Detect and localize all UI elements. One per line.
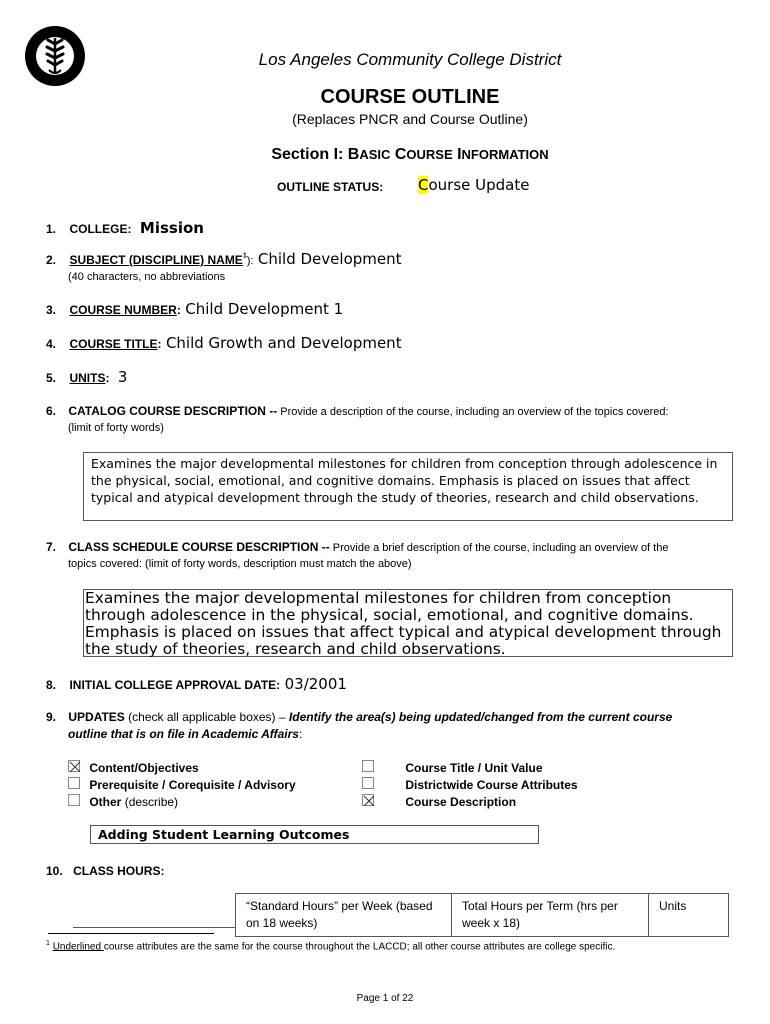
update-option: Course Title / Unit Value <box>362 760 578 777</box>
class-hours-table <box>235 893 729 937</box>
college-value[interactable]: Mission <box>139 219 204 237</box>
course-number-field: 3. COURSE NUMBER: Child Development 1 <box>46 300 344 318</box>
updates-field: 9. UPDATES (check all applicable boxes) – Identify the area(s) being updated/changed from the current course <box>46 710 673 724</box>
hours-table-rule <box>73 927 235 928</box>
units-field: 5. UNITS: 3 <box>46 368 128 386</box>
approval-date-field: 8. INITIAL COLLEGE APPROVAL DATE: 03/2001 <box>46 675 347 693</box>
subject-value[interactable]: Child Development <box>257 250 402 268</box>
college-field: 1. COLLEGE: Mission <box>46 219 204 237</box>
outline-status-label: OUTLINE STATUS: <box>277 180 384 194</box>
course-title-field: 4. COURSE TITLE: Child Growth and Development <box>46 334 402 352</box>
districtwide-attributes-checkbox[interactable] <box>362 777 374 789</box>
units-header: Units <box>649 894 729 937</box>
update-option: Other (describe) <box>68 794 296 811</box>
total-hours-header: Total Hours per Term (hrs per week x 18) <box>452 894 649 937</box>
prerequisite-checkbox[interactable] <box>68 777 80 789</box>
subject-note: (40 characters, no abbreviations <box>68 271 226 283</box>
district-name: Los Angeles Community College District <box>258 50 562 69</box>
page-subtitle: (Replaces PNCR and Course Outline) <box>292 111 528 127</box>
catalog-description-text[interactable]: Examines the major developmental milestones for children from conception through adolescence in the physical, social, emotional, and cognitive domains. Emphasis is placed on issues that affect typical and atypical development through the study of theories, research and child observations. <box>83 452 733 521</box>
update-option: Districtwide Course Attributes <box>362 777 578 794</box>
outline-status-value[interactable]: Course Update <box>418 176 530 194</box>
schedule-description-field: 7. CLASS SCHEDULE COURSE DESCRIPTION -- Provide a brief description of the course, including an overview of the <box>46 540 669 554</box>
update-option: Prerequisite / Corequisite / Advisory <box>68 777 296 794</box>
other-describe-input[interactable]: Adding Student Learning Outcomes <box>90 825 539 844</box>
schedule-description-text[interactable]: Examines the major developmental milestones for children from conception through adolescence in the physical, social, emotional, and cognitive domains. Emphasis is placed on issues that affect typical and atypical development through the study of theories, research and child observations. <box>83 589 733 657</box>
updates-right-group <box>362 760 578 811</box>
updates-note: outline that is on file in Academic Affairs: <box>68 727 303 741</box>
approval-date-value[interactable]: 03/2001 <box>284 675 347 693</box>
content-objectives-checkbox[interactable] <box>68 760 80 772</box>
schedule-note: topics covered: (limit of forty words, description must match the above) <box>68 558 412 570</box>
footnote: $^1$ Underlined course attributes are the same for the course throughout the LACCD; all other course attributes are college specific. <box>46 940 616 953</box>
page-number: Page 1 of 22 <box>356 993 414 1004</box>
update-option: Content/Objectives <box>68 760 296 777</box>
course-description-checkbox[interactable] <box>362 794 374 806</box>
course-number-value[interactable]: Child Development 1 <box>185 300 344 318</box>
footnote-separator <box>48 933 214 934</box>
class-hours-field: 10. CLASS HOURS: <box>46 864 165 878</box>
units-value[interactable]: 3 <box>117 368 128 386</box>
section-heading: Section I: BASIC COURSE INFORMATION <box>271 146 549 163</box>
standard-hours-header: “Standard Hours” per Week (based on 18 weeks) <box>236 894 452 937</box>
catalog-note: (limit of forty words) <box>68 422 164 434</box>
other-checkbox[interactable] <box>68 794 80 806</box>
course-title-value[interactable]: Child Growth and Development <box>165 334 402 352</box>
course-title-unit-checkbox[interactable] <box>362 760 374 772</box>
update-option: Course Description <box>362 794 578 811</box>
catalog-description-field: 6. CATALOG COURSE DESCRIPTION -- Provide a description of the course, including an overview of the topics covered: <box>46 404 669 418</box>
updates-left-group <box>68 760 296 811</box>
page-title: COURSE OUTLINE <box>320 86 500 108</box>
subject-field: 2. SUBJECT (DISCIPLINE) NAME$^1$): Child Development <box>46 250 402 268</box>
